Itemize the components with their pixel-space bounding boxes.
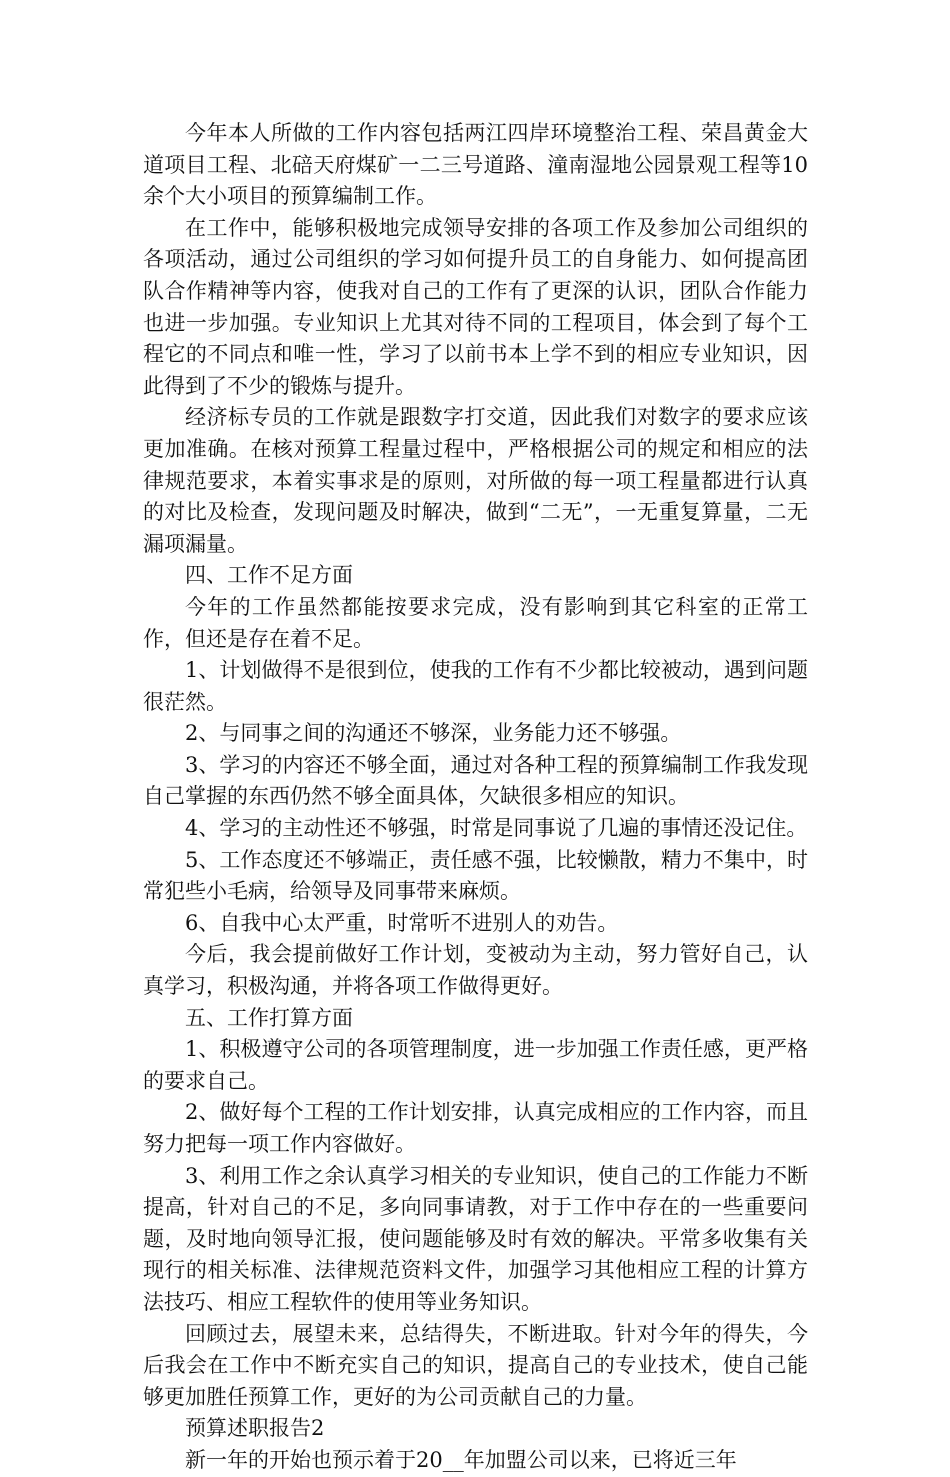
- section-heading-shortcomings: 四、工作不足方面: [185, 563, 353, 588]
- report-title-2: 预算述职报告2: [185, 1416, 325, 1441]
- list-item-shortcoming-1: 1、计划做得不是很到位，使我的工作有不少都比较被动，遇到问题很茫然。: [143, 658, 808, 714]
- list-item-shortcoming-6: 6、自我中心太严重，时常听不进别人的劝告。: [185, 910, 619, 935]
- section-heading-plans: 五、工作打算方面: [185, 1005, 353, 1030]
- list-item-plan-2: 2、做好每个工程的工作计划安排，认真完成相应的工作内容，而且努力把每一项工作内容做好。: [143, 1100, 808, 1156]
- paragraph-accuracy: 经济标专员的工作就是跟数字打交道，因此我们对数字的要求应该更加准确。在核对预算工程量过程中，严格根据公司的规定和相应的法律规范要求，本着实事求是的原则，对所做的每一项工程量都进行认真的对比及检查，发现问题及时解决，做到“二无”，一无重复算量，二无漏项漏量。: [143, 405, 808, 556]
- paragraph-shortcomings-intro: 今年的工作虽然都能按要求完成，没有影响到其它科室的正常工作，但还是存在着不足。: [143, 594, 808, 651]
- paragraph-projects: 今年本人所做的工作内容包括两江四岸环境整治工程、荣昌黄金大道项目工程、北碚天府煤矿一二三号道路、潼南湿地公园景观工程等10余个大小项目的预算编制工作。: [143, 121, 808, 209]
- list-item-plan-1: 1、积极遵守公司的各项管理制度，进一步加强工作责任感，更严格的要求自己。: [143, 1037, 808, 1093]
- paragraph-conclusion: 回顾过去，展望未来，总结得失，不断进取。针对今年的得失，今后我会在工作中不断充实自己的知识，提高自己的专业技术，使自己能够更加胜任预算工作，更好的为公司贡献自己的力量。: [143, 1321, 808, 1409]
- list-item-plan-3: 3、利用工作之余认真学习相关的专业知识，使自己的工作能力不断提高，针对自己的不足，多向同事请教，对于工作中存在的一些重要问题，及时地向领导汇报，使问题能够及时有效的解决。平常多收集有关现行的相关标准、法律规范资料文件，加强学习其他相应工程的计算方法技巧、相应工程软件的使用等业务知识。: [143, 1163, 808, 1314]
- paragraph-future-improvement: 今后，我会提前做好工作计划，变被动为主动，努力管好自己，认真学习，积极沟通，并将各项工作做得更好。: [143, 942, 808, 999]
- list-item-shortcoming-4: 4、学习的主动性还不够强，时常是同事说了几遍的事情还没记住。: [185, 816, 808, 841]
- list-item-shortcoming-5: 5、工作态度还不够端正，责任感不强，比较懒散，精力不集中，时常犯些小毛病，给领导及同事带来麻烦。: [143, 847, 808, 904]
- document-body: [143, 118, 808, 1477]
- paragraph-report-2-opening: 新一年的开始也预示着于20__年加盟公司以来，已将近三年: [185, 1447, 737, 1472]
- list-item-shortcoming-2: 2、与同事之间的沟通还不够深，业务能力还不够强。: [185, 721, 682, 746]
- list-item-shortcoming-3: 3、学习的内容还不够全面，通过对各种工程的预算编制工作我发现自己掌握的东西仍然不够全面具体，欠缺很多相应的知识。: [143, 752, 808, 809]
- paragraph-work-attitude: 在工作中，能够积极地完成领导安排的各项工作及参加公司组织的各项活动，通过公司组织的学习如何提升员工的自身能力、如何提高团队合作精神等内容，使我对自己的工作有了更深的认识，团队合作能力也进一步加强。专业知识上尤其对待不同的工程项目，体会到了每个工程它的不同点和唯一性，学习了以前书本上学不到的相应专业知识，因此得到了不少的锻炼与提升。: [143, 215, 808, 398]
